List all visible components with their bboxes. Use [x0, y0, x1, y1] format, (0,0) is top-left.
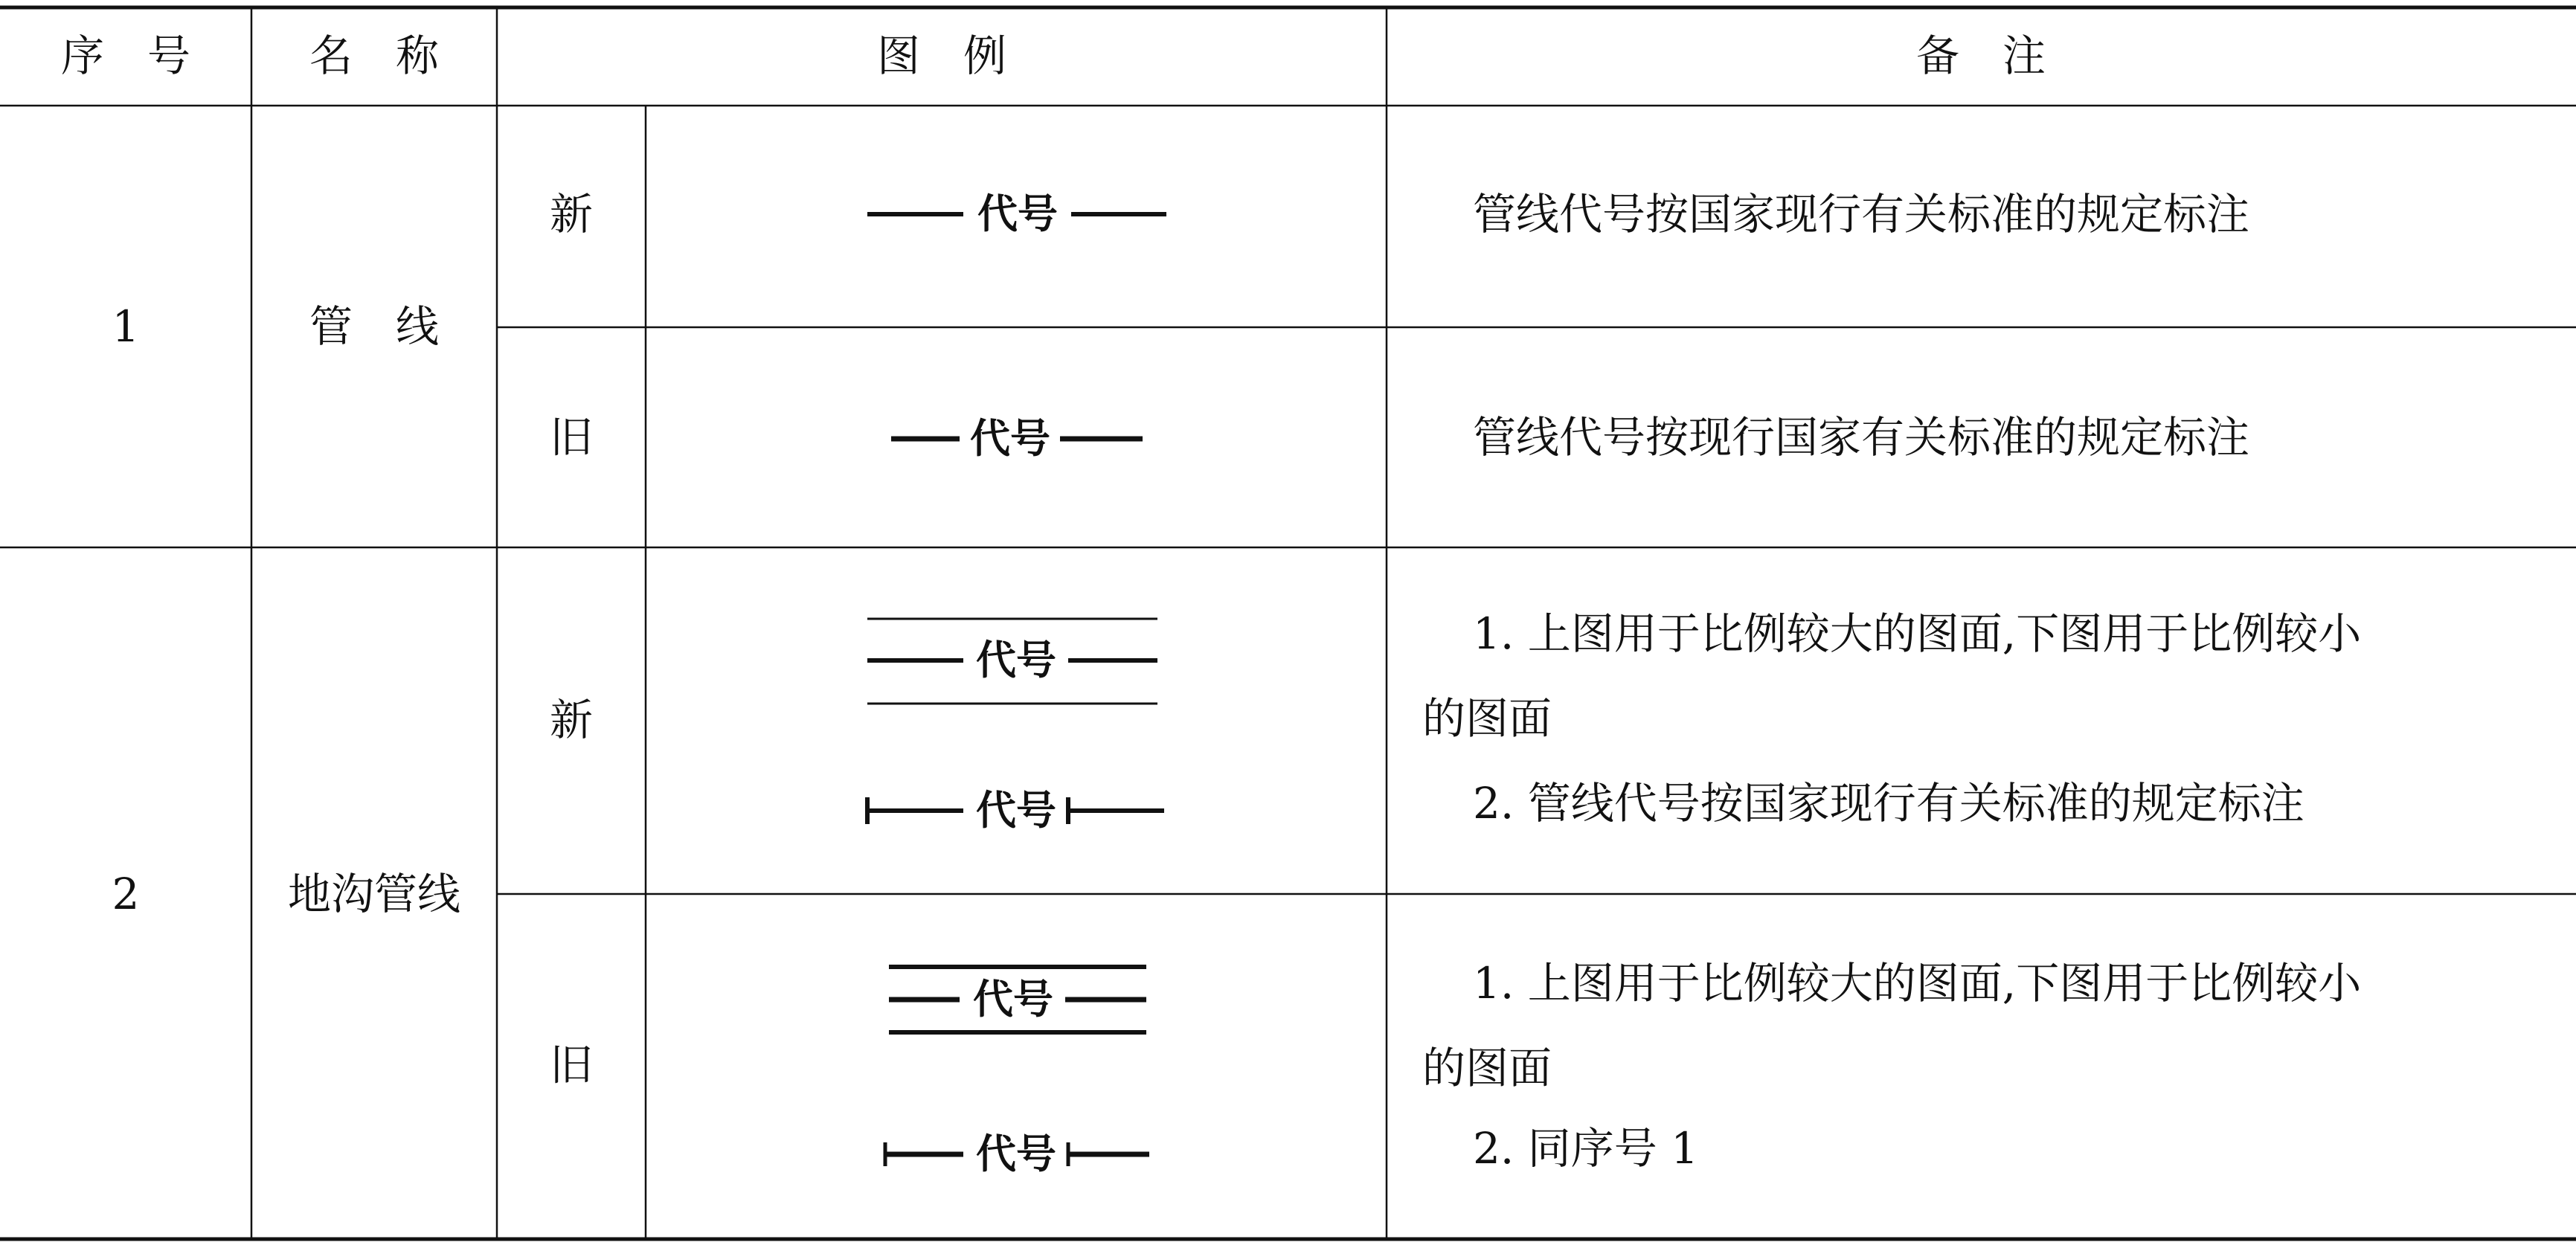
variant-version: 旧 [549, 412, 594, 463]
row-number: 1 [112, 301, 140, 352]
remark-line: 1. 上图用于比例较大的图面,下图用于比例较小 [1473, 958, 2362, 1009]
trench-pipe-symbol-old-large [889, 967, 1146, 1032]
remark-line: 管线代号按国家现行有关标准的规定标注 [1473, 189, 2250, 239]
symbol-label: 代号 [976, 787, 1056, 834]
row-name: 地沟管线 [287, 869, 461, 919]
header-no: 序 号 [60, 30, 191, 81]
variant-version: 旧 [549, 1040, 594, 1090]
symbol-label: 代号 [973, 976, 1053, 1023]
table-row [112, 608, 2363, 1177]
variant-version: 新 [549, 189, 594, 239]
pipe-symbol-new [867, 190, 1166, 237]
remark-line: 的图面 [1422, 693, 1552, 744]
remark-line: 的图面 [1422, 1043, 1552, 1093]
trench-pipe-symbol-new-small [867, 787, 1164, 834]
remark-line: 管线代号按现行国家有关标准的规定标注 [1473, 412, 2250, 463]
trench-pipe-symbol-old-small [885, 1130, 1149, 1177]
row-name: 管 线 [309, 301, 440, 352]
symbol-label: 代号 [976, 1130, 1056, 1177]
variant-version: 新 [549, 695, 594, 745]
symbol-label: 代号 [977, 190, 1058, 237]
header-remark: 备 注 [1915, 30, 2046, 81]
header-name: 名 称 [309, 30, 440, 81]
table-header [61, 30, 2046, 81]
remark-line: 1. 上图用于比例较大的图面,下图用于比例较小 [1473, 608, 2362, 659]
trench-pipe-symbol-new-large [867, 619, 1157, 704]
header-legend: 图 例 [876, 30, 1007, 81]
symbol-label: 代号 [976, 637, 1056, 683]
pipe-symbol-old [891, 415, 1143, 462]
symbol-label: 代号 [970, 415, 1050, 462]
remark-line: 2. 同序号 1 [1473, 1123, 1699, 1174]
row-number: 2 [112, 869, 140, 919]
remark-line: 2. 管线代号按国家现行有关标准的规定标注 [1473, 778, 2304, 829]
table-row [112, 189, 2249, 463]
